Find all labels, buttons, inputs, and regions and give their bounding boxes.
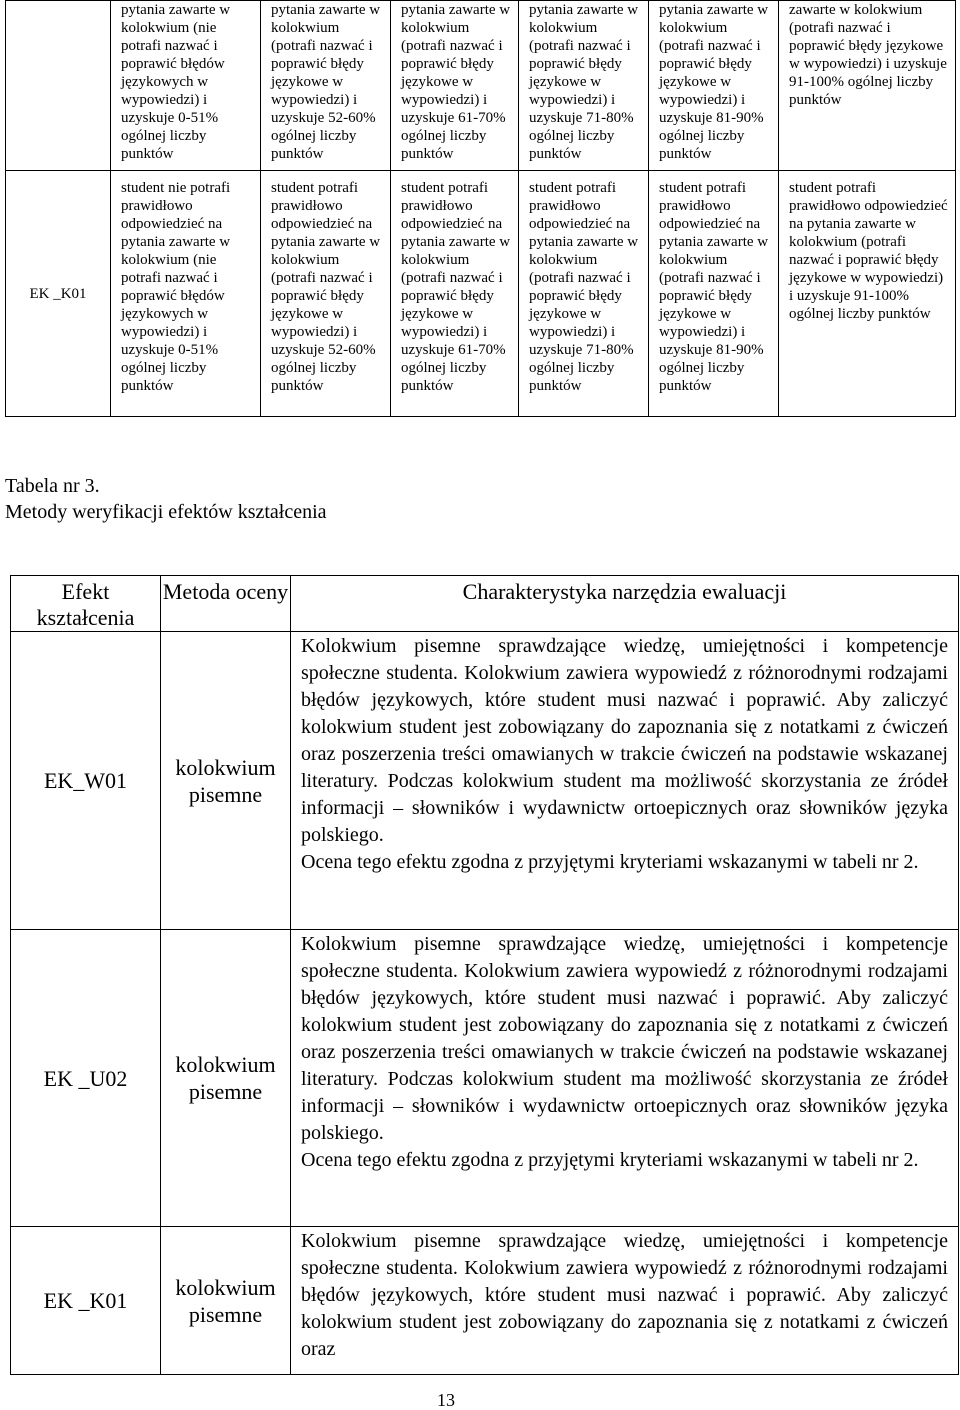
methods-row (11, 1227, 959, 1375)
table-caption (5, 473, 505, 525)
methods-row (11, 632, 959, 930)
table-title: Metody weryfikacji efektów kształcenia (5, 501, 327, 523)
grading-note: Ocena tego efektu zgodna z przyjętymi kryteriami wskazanymi w tabeli nr 2. (301, 1149, 919, 1171)
grading-note: Ocena tego efektu zgodna z przyjętymi kryteriami wskazanymi w tabeli nr 2. (301, 851, 919, 873)
effect-code: EK_W01 (11, 632, 161, 930)
criteria-header-cell: pytania zawarte w kolokwium (potrafi nazwać i poprawić błędy językowe w wypowiedzi) i uzyskuje 61-70% ogólnej liczby punktów (391, 1, 519, 171)
methods-row (11, 930, 959, 1227)
criteria-cell: student potrafi prawidłowo odpowiedzieć na pytania zawarte w kolokwium (potrafi nazwać i poprawić błędy językowe w wypowiedzi) i uzyskuje 91-100% ogólnej liczby punktów (779, 171, 956, 417)
criteria-cell: student potrafi prawidłowo odpowiedzieć na pytania zawarte w kolokwium (potrafi nazwać i poprawić błędy językowe w wypowiedzi) i uzyskuje 61-70% ogólnej liczby punktów (391, 171, 519, 417)
criteria-header-cell: pytania zawarte w kolokwium (potrafi nazwać i poprawić błędy językowe w wypowiedzi) i uzyskuje 52-60% ogólnej liczby punktów (261, 1, 391, 171)
tool-description (291, 632, 959, 930)
tool-description (291, 930, 959, 1227)
criteria-header-cell: pytania zawarte w kolokwium (potrafi nazwać i poprawić błędy językowe w wypowiedzi) i uzyskuje 71-80% ogólnej liczby punktów (519, 1, 649, 171)
criteria-table (5, 0, 956, 417)
description-paragraph: Kolokwium pisemne sprawdzające wiedzę, umiejętności i kompetencje społeczne studenta. Kolokwium zawiera wypowiedź z różnorodnymi rodzajami błędów językowych, które student musi nazwać i poprawić. Aby zaliczyć kolokwium student jest zobowiązany do zapoznania się z notatkami z ćwiczeń oraz (301, 1230, 948, 1360)
assessment-method: kolokwium pisemne (161, 1227, 291, 1375)
effect-code: EK _U02 (11, 930, 161, 1227)
header-method: Metoda oceny (161, 576, 291, 632)
table-number: Tabela nr 3. (5, 475, 100, 497)
criteria-cell: student nie potrafi prawidłowo odpowiedzieć na pytania zawarte w kolokwium (nie potrafi nazwać i poprawić błędów językowych w wypowiedzi) i uzyskuje 0-51% ogólnej liczby punktów (111, 171, 261, 417)
page-number: 13 (437, 1390, 455, 1410)
tool-description (291, 1227, 959, 1375)
criteria-header-cell: pytania zawarte w kolokwium (nie potrafi nazwać i poprawić błędów językowych w wypowiedzi) i uzyskuje 0-51% ogólnej liczby punktów (111, 1, 261, 171)
criteria-row (6, 171, 956, 417)
criteria-row-label: EK _K01 (6, 171, 111, 417)
description-paragraph: Kolokwium pisemne sprawdzające wiedzę, umiejętności i kompetencje społeczne studenta. Kolokwium zawiera wypowiedź z różnorodnymi rodzajami błędów językowych, które student musi nazwać i poprawić. Aby zaliczyć kolokwium student jest zobowiązany do zapoznania się z notatkami z ćwiczeń oraz poszerzenia treści omawianych w trakcie ćwiczeń na podstawie wskazanej literatury. Podczas kolokwium student ma możliwość skorzystania ze źródeł informacji – słowników i wydawnictw ortoepicznych oraz słowników języka polskiego. (301, 933, 948, 1144)
header-effect: Efekt kształcenia (11, 576, 161, 632)
header-characteristics: Charakterystyka narzędzia ewaluacji (291, 576, 959, 632)
effect-code: EK _K01 (11, 1227, 161, 1375)
assessment-method: kolokwium pisemne (161, 930, 291, 1227)
criteria-cell: student potrafi prawidłowo odpowiedzieć na pytania zawarte w kolokwium (potrafi nazwać i poprawić błędy językowe w wypowiedzi) i uzyskuje 52-60% ogólnej liczby punktów (261, 171, 391, 417)
assessment-method: kolokwium pisemne (161, 632, 291, 930)
criteria-header-row (6, 1, 956, 171)
methods-table (10, 575, 959, 1375)
description-paragraph: Kolokwium pisemne sprawdzające wiedzę, umiejętności i kompetencje społeczne studenta. Kolokwium zawiera wypowiedź z różnorodnymi rodzajami błędów językowych, które student musi nazwać i poprawić. Aby zaliczyć kolokwium student jest zobowiązany do zapoznania się z notatkami z ćwiczeń oraz poszerzenia treści omawianych w trakcie ćwiczeń na podstawie wskazanej literatury. Podczas kolokwium student ma możliwość skorzystania ze źródeł informacji – słowników i wydawnictw ortoepicznych oraz słowników języka polskiego. (301, 635, 948, 846)
criteria-header-cell: pytania zawarte w kolokwium (potrafi nazwać i poprawić błędy językowe w wypowiedzi) i uzyskuje 81-90% ogólnej liczby punktów (649, 1, 779, 171)
criteria-cell: student potrafi prawidłowo odpowiedzieć na pytania zawarte w kolokwium (potrafi nazwać i poprawić błędy językowe w wypowiedzi) i uzyskuje 71-80% ogólnej liczby punktów (519, 171, 649, 417)
criteria-corner-cell (6, 1, 111, 171)
methods-header-row (11, 576, 959, 632)
criteria-cell: student potrafi prawidłowo odpowiedzieć na pytania zawarte w kolokwium (potrafi nazwać i poprawić błędy językowe w wypowiedzi) i uzyskuje 81-90% ogólnej liczby punktów (649, 171, 779, 417)
criteria-header-cell: zawarte w kolokwium (potrafi nazwać i poprawić błędy językowe w wypowiedzi) i uzyskuje 91-100% ogólnej liczby punktów (779, 1, 956, 171)
